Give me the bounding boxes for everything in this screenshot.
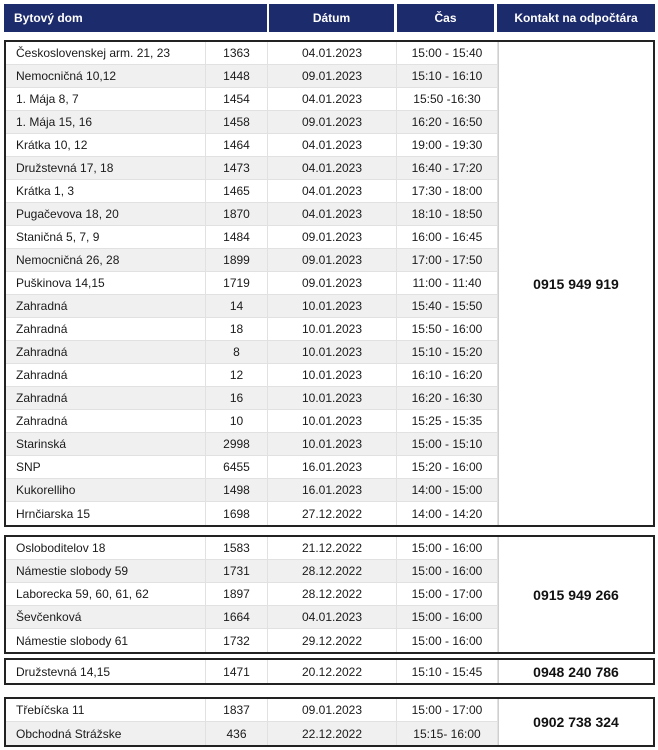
date-cell: 04.01.2023 [268, 157, 397, 179]
house-number-cell: 1731 [206, 560, 268, 582]
time-cell: 16:20 - 16:50 [397, 111, 498, 133]
table-row [6, 249, 498, 272]
date-cell: 27.12.2022 [268, 502, 397, 525]
address-cell: Zahradná [6, 295, 206, 317]
house-number-cell: 6455 [206, 456, 268, 478]
contact-phone: 0915 949 266 [498, 537, 653, 652]
time-cell: 16:10 - 16:20 [397, 364, 498, 386]
address-cell: Zahradná [6, 318, 206, 340]
date-cell: 04.01.2023 [268, 88, 397, 110]
house-number-cell: 14 [206, 295, 268, 317]
table-row [6, 42, 498, 65]
table-row [6, 410, 498, 433]
table-row [6, 134, 498, 157]
address-cell: Ševčenková [6, 606, 206, 628]
table-row [6, 456, 498, 479]
header-contact: Kontakt na odpočtára [497, 4, 655, 32]
time-cell: 15:10 - 16:10 [397, 65, 498, 87]
time-cell: 15:15- 16:00 [397, 722, 498, 745]
house-number-cell: 1465 [206, 180, 268, 202]
address-cell: Kukorelliho [6, 479, 206, 501]
contact-phone: 0948 240 786 [498, 660, 653, 683]
table-row [6, 111, 498, 134]
date-cell: 28.12.2022 [268, 560, 397, 582]
header-house: Bytový dom [4, 4, 267, 32]
table-row [6, 88, 498, 111]
time-cell: 17:00 - 17:50 [397, 249, 498, 271]
address-cell: Družstevná 14,15 [6, 660, 206, 683]
table-row [6, 722, 498, 745]
house-number-cell: 1698 [206, 502, 268, 525]
table-row [6, 65, 498, 88]
date-cell: 29.12.2022 [268, 629, 397, 652]
address-cell: Staničná 5, 7, 9 [6, 226, 206, 248]
address-cell: Námestie slobody 59 [6, 560, 206, 582]
reading-group [4, 697, 655, 747]
table-row [6, 699, 498, 722]
table-row [6, 387, 498, 410]
house-number-cell: 1473 [206, 157, 268, 179]
date-cell: 04.01.2023 [268, 180, 397, 202]
table-row [6, 479, 498, 502]
date-cell: 04.01.2023 [268, 203, 397, 225]
date-cell: 09.01.2023 [268, 699, 397, 721]
date-cell: 09.01.2023 [268, 226, 397, 248]
table-row [6, 606, 498, 629]
time-cell: 15:40 - 15:50 [397, 295, 498, 317]
table-row [6, 629, 498, 652]
date-cell: 10.01.2023 [268, 318, 397, 340]
date-cell: 28.12.2022 [268, 583, 397, 605]
house-number-cell: 1837 [206, 699, 268, 721]
house-number-cell: 436 [206, 722, 268, 745]
reading-group [4, 658, 655, 685]
time-cell: 18:10 - 18:50 [397, 203, 498, 225]
address-cell: Laborecka 59, 60, 61, 62 [6, 583, 206, 605]
address-cell: Nemocničná 10,12 [6, 65, 206, 87]
date-cell: 04.01.2023 [268, 606, 397, 628]
date-cell: 10.01.2023 [268, 341, 397, 363]
address-cell: Hrnčiarska 15 [6, 502, 206, 525]
time-cell: 15:10 - 15:20 [397, 341, 498, 363]
address-cell: Puškinova 14,15 [6, 272, 206, 294]
time-cell: 15:50 - 16:00 [397, 318, 498, 340]
time-cell: 17:30 - 18:00 [397, 180, 498, 202]
date-cell: 09.01.2023 [268, 249, 397, 271]
house-number-cell: 18 [206, 318, 268, 340]
time-cell: 15:00 - 15:10 [397, 433, 498, 455]
house-number-cell: 1664 [206, 606, 268, 628]
time-cell: 16:20 - 16:30 [397, 387, 498, 409]
house-number-cell: 10 [206, 410, 268, 432]
table-row [6, 318, 498, 341]
table-row [6, 502, 498, 525]
address-cell: Zahradná [6, 341, 206, 363]
house-number-cell: 12 [206, 364, 268, 386]
house-number-cell: 1464 [206, 134, 268, 156]
house-number-cell: 1897 [206, 583, 268, 605]
house-number-cell: 1899 [206, 249, 268, 271]
table-row [6, 341, 498, 364]
date-cell: 16.01.2023 [268, 456, 397, 478]
house-number-cell: 1458 [206, 111, 268, 133]
reading-group [4, 535, 655, 654]
house-number-cell: 1583 [206, 537, 268, 559]
time-cell: 15:00 - 16:00 [397, 537, 498, 559]
table-row [6, 364, 498, 387]
address-cell: 1. Mája 8, 7 [6, 88, 206, 110]
address-cell: Družstevná 17, 18 [6, 157, 206, 179]
time-cell: 19:00 - 19:30 [397, 134, 498, 156]
date-cell: 09.01.2023 [268, 65, 397, 87]
time-cell: 15:00 - 17:00 [397, 699, 498, 721]
address-cell: 1. Mája 15, 16 [6, 111, 206, 133]
table-row [6, 180, 498, 203]
date-cell: 10.01.2023 [268, 433, 397, 455]
contact-phone: 0902 738 324 [498, 699, 653, 745]
date-cell: 10.01.2023 [268, 410, 397, 432]
house-number-cell: 16 [206, 387, 268, 409]
house-number-cell: 1484 [206, 226, 268, 248]
date-cell: 22.12.2022 [268, 722, 397, 745]
house-number-cell: 2998 [206, 433, 268, 455]
address-cell: Starinská [6, 433, 206, 455]
time-cell: 15:50 -16:30 [397, 88, 498, 110]
header-time: Čas [397, 4, 494, 32]
table-row [6, 295, 498, 318]
time-cell: 15:20 - 16:00 [397, 456, 498, 478]
house-number-cell: 1719 [206, 272, 268, 294]
address-cell: Pugačevova 18, 20 [6, 203, 206, 225]
house-number-cell: 1471 [206, 660, 268, 683]
address-cell: Zahradná [6, 410, 206, 432]
date-cell: 04.01.2023 [268, 134, 397, 156]
address-cell: Československej arm. 21, 23 [6, 42, 206, 64]
date-cell: 21.12.2022 [268, 537, 397, 559]
time-cell: 15:00 - 16:00 [397, 560, 498, 582]
time-cell: 15:00 - 17:00 [397, 583, 498, 605]
time-cell: 11:00 - 11:40 [397, 272, 498, 294]
table-row [6, 537, 498, 560]
address-cell: Zahradná [6, 387, 206, 409]
address-cell: Obchodná Strážske [6, 722, 206, 745]
time-cell: 15:10 - 15:45 [397, 660, 498, 683]
date-cell: 09.01.2023 [268, 272, 397, 294]
address-cell: Osloboditelov 18 [6, 537, 206, 559]
address-cell: Krátka 1, 3 [6, 180, 206, 202]
date-cell: 10.01.2023 [268, 295, 397, 317]
table-row [6, 560, 498, 583]
date-cell: 10.01.2023 [268, 387, 397, 409]
address-cell: Námestie slobody 61 [6, 629, 206, 652]
table-row [6, 660, 498, 683]
house-number-cell: 1448 [206, 65, 268, 87]
house-number-cell: 8 [206, 341, 268, 363]
address-cell: SNP [6, 456, 206, 478]
table-row [6, 157, 498, 180]
time-cell: 15:00 - 16:00 [397, 606, 498, 628]
address-cell: Třebíčska 11 [6, 699, 206, 721]
address-cell: Nemocničná 26, 28 [6, 249, 206, 271]
header-date: Dátum [269, 4, 394, 32]
house-number-cell: 1363 [206, 42, 268, 64]
table-row [6, 203, 498, 226]
table-row [6, 226, 498, 249]
date-cell: 16.01.2023 [268, 479, 397, 501]
table-row [6, 272, 498, 295]
time-cell: 15:25 - 15:35 [397, 410, 498, 432]
table-row [6, 583, 498, 606]
time-cell: 16:40 - 17:20 [397, 157, 498, 179]
table-row [6, 433, 498, 456]
address-cell: Zahradná [6, 364, 206, 386]
house-number-cell: 1870 [206, 203, 268, 225]
house-number-cell: 1454 [206, 88, 268, 110]
time-cell: 15:00 - 15:40 [397, 42, 498, 64]
contact-phone: 0915 949 919 [498, 42, 653, 525]
reading-group [4, 40, 655, 527]
date-cell: 20.12.2022 [268, 660, 397, 683]
time-cell: 14:00 - 14:20 [397, 502, 498, 525]
time-cell: 14:00 - 15:00 [397, 479, 498, 501]
date-cell: 10.01.2023 [268, 364, 397, 386]
address-cell: Krátka 10, 12 [6, 134, 206, 156]
time-cell: 15:00 - 16:00 [397, 629, 498, 652]
date-cell: 04.01.2023 [268, 42, 397, 64]
date-cell: 09.01.2023 [268, 111, 397, 133]
time-cell: 16:00 - 16:45 [397, 226, 498, 248]
house-number-cell: 1732 [206, 629, 268, 652]
house-number-cell: 1498 [206, 479, 268, 501]
